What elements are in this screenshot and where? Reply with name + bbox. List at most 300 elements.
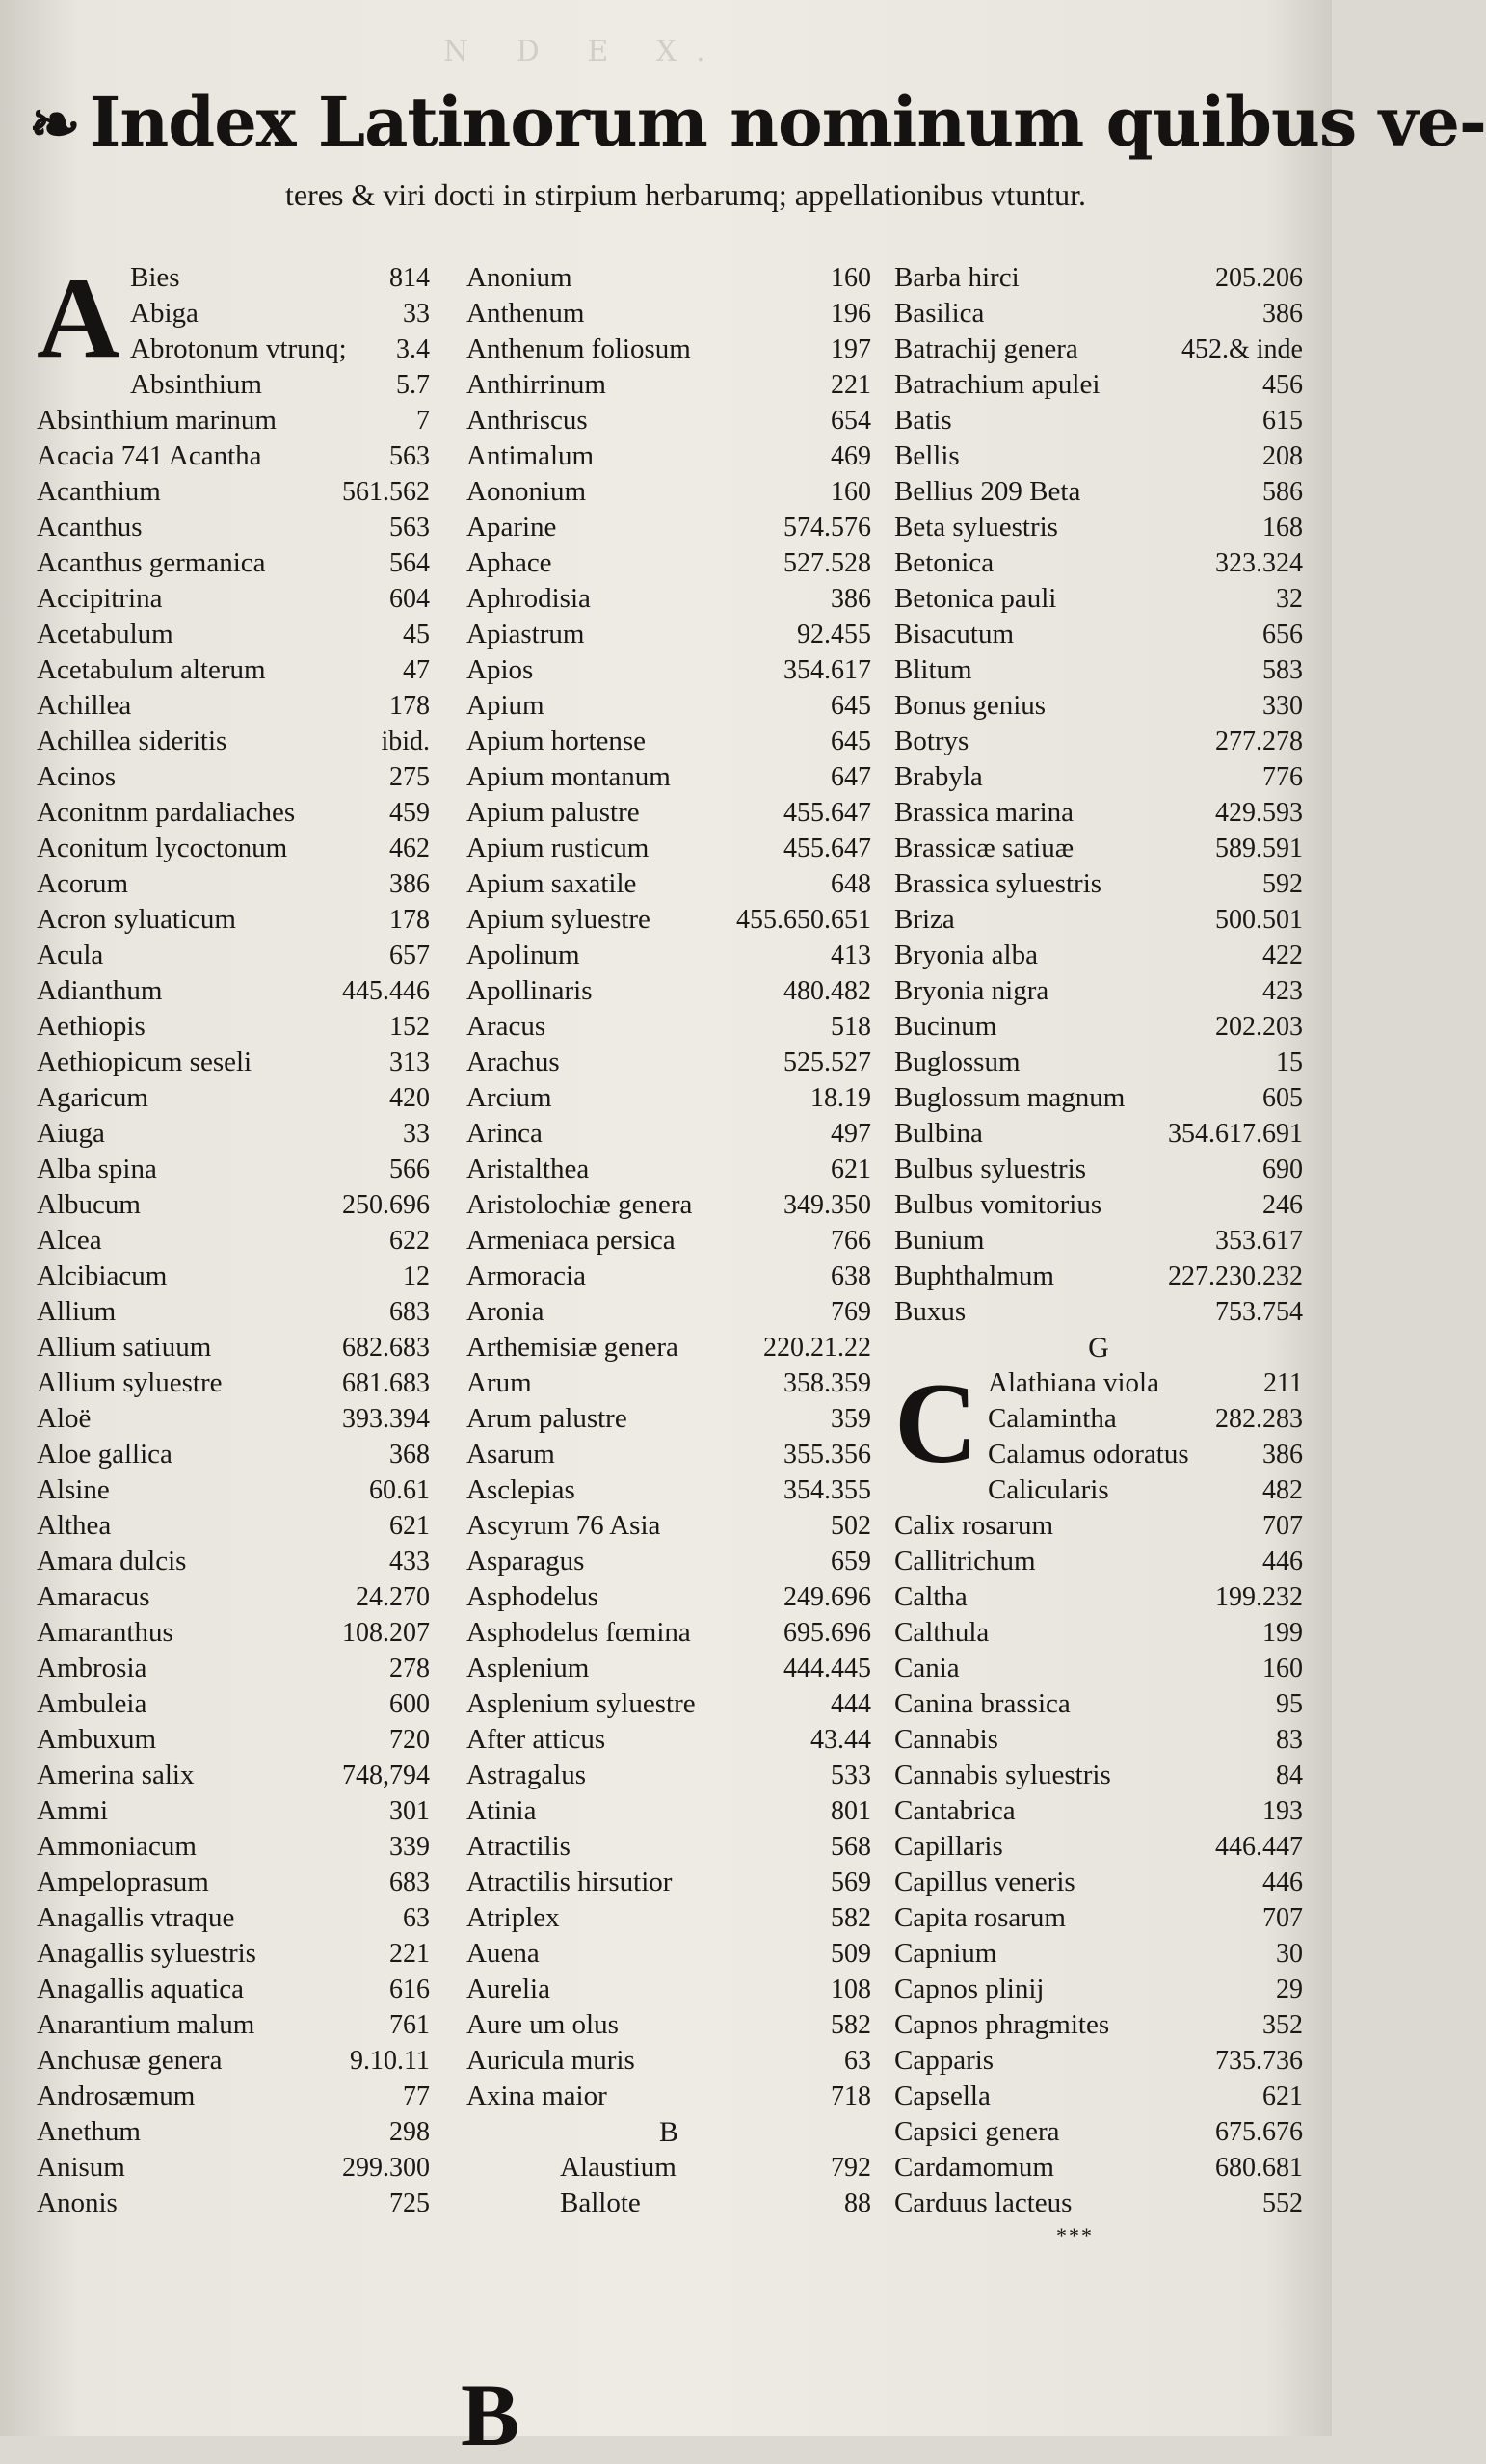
entry-page-ref: 60.61 [369,1475,430,1505]
entry-page-ref: 509 [831,1939,871,1969]
index-entry [894,1401,1303,1437]
index-entry [466,438,871,474]
index-entry [466,1615,871,1651]
entry-page-ref: 497 [831,1119,871,1149]
index-entry [37,938,430,973]
index-entry [37,2114,430,2150]
entry-page-ref: 160 [831,263,871,293]
entry-term: Asphodelus [466,1581,598,1612]
index-entry [894,795,1303,831]
entry-term: Amaranthus [37,1617,173,1648]
entry-term: Aurelia [466,1974,550,2004]
entry-term: G [1088,1332,1109,1364]
entry-page-ref: 444 [831,1689,871,1719]
index-entry [466,1472,871,1508]
index-entry [894,724,1303,759]
entry-page-ref: 168 [1262,513,1303,543]
entry-page-ref: 108 [831,1974,871,2004]
entry-term: Alcea [37,1225,102,1256]
entry-page-ref: 621 [389,1511,430,1541]
index-entry [37,1793,430,1829]
index-entry [466,581,871,617]
entry-term: Arum palustre [466,1403,627,1434]
index-entry [466,1365,871,1401]
index-entry [466,831,871,866]
index-entry [466,1544,871,1579]
entry-term: Achillea sideritis [37,726,227,756]
index-entry [466,296,871,331]
entry-page-ref: 582 [831,2010,871,2040]
entry-term: Aethiopicum seseli [37,1047,252,1077]
index-entry [894,2150,1303,2186]
index-entry [894,1045,1303,1080]
entry-page-ref: 446 [1262,1547,1303,1576]
index-entry [466,795,871,831]
entry-page-ref: 299.300 [342,2153,430,2183]
entry-term: B [658,2116,678,2148]
index-entry [894,2043,1303,2079]
entry-page-ref: 720 [389,1725,430,1755]
entry-page-ref: 339 [389,1832,430,1862]
entry-page-ref: 656 [1262,620,1303,649]
entry-page-ref: 349.350 [783,1190,871,1220]
entry-term: Aristolochiæ genera [466,1189,693,1220]
index-entry [466,1080,871,1116]
index-entry [37,438,430,474]
entry-page-ref: 43.44 [810,1725,871,1755]
index-entry [894,1829,1303,1865]
entry-term: Allium syluestre [37,1367,223,1398]
entry-term: Canina brassica [894,1688,1071,1719]
index-entry [894,1686,1303,1722]
entry-page-ref: 84 [1276,1761,1303,1790]
index-entry [894,1758,1303,1793]
index-entry [37,1294,430,1330]
entry-page-ref: 205.206 [1215,263,1303,293]
entry-term: Alba spina [37,1153,157,1184]
index-entry [37,474,430,510]
index-entry [894,1258,1303,1294]
entry-term: Atinia [466,1795,537,1826]
entry-term: Apium montanum [466,761,671,792]
index-entry [37,1045,430,1080]
entry-term: Ampeloprasum [37,1867,209,1897]
entry-page-ref: 502 [831,1511,871,1541]
index-entry [894,296,1303,331]
entry-page-ref: 221 [389,1939,430,1969]
index-entry [37,831,430,866]
entry-term: Buxus [894,1296,967,1327]
index-entry [37,1936,430,1972]
index-entry [37,1900,430,1936]
entry-term: Amara dulcis [37,1546,187,1576]
entry-term: Anonis [37,2187,118,2218]
entry-page-ref: 616 [389,1974,430,2004]
index-entry [37,1722,430,1758]
entry-term: Capillaris [894,1831,1003,1862]
index-entry [466,1009,871,1045]
entry-term: Buphthalmum [894,1260,1054,1291]
entry-page-ref: 681.683 [342,1368,430,1398]
entry-page-ref: 615 [1262,406,1303,436]
index-entry [894,973,1303,1009]
entry-term: Bucinum [894,1011,997,1042]
index-entry [894,1294,1303,1330]
entry-term: Ammoniacum [37,1831,197,1862]
entry-page-ref: 452.& inde [1181,334,1303,364]
entry-term: Acron syluaticum [37,904,236,935]
entry-term: Bellius 209 Beta [894,476,1081,507]
index-entry [466,652,871,688]
index-column-2 [461,260,871,2464]
entry-page-ref: 586 [1262,477,1303,507]
entry-page-ref: 801 [831,1796,871,1826]
entry-page-ref: 160 [1262,1654,1303,1683]
index-entry [37,331,430,367]
entry-term: Adianthum [37,975,163,1006]
entry-page-ref: 718 [831,2081,871,2111]
entry-term: Brabyla [894,761,983,792]
entry-page-ref: 15 [1276,1047,1303,1077]
entry-term: Caltha [894,1581,968,1612]
catchword-ornament: *** [1056,2223,1094,2247]
index-entry [37,973,430,1009]
entry-page-ref: 282.283 [1215,1404,1303,1434]
index-entry [894,331,1303,367]
entry-term: Anagallis vtraque [37,1902,235,1933]
entry-page-ref: 160 [831,477,871,507]
entry-term: After atticus [466,1724,606,1755]
entry-page-ref: 753.754 [1215,1297,1303,1327]
entry-page-ref: 178 [389,691,430,721]
drop-cap-b: B [461,2366,520,2464]
index-entry [37,2079,430,2114]
index-entry [37,1401,430,1437]
index-column-1 [37,253,430,2221]
entry-page-ref: 462 [389,834,430,863]
entry-term: Blitum [894,654,972,685]
entry-term: Agaricum [37,1082,148,1113]
index-entry [894,1152,1303,1187]
index-entry [466,2186,871,2221]
entry-page-ref: 30 [1276,1939,1303,1969]
index-entry [37,1330,430,1365]
entry-page-ref: 413 [831,941,871,970]
index-entry [894,1472,1303,1508]
index-entry [894,1223,1303,1258]
index-entry [37,688,430,724]
index-entry [37,1865,430,1900]
index-entry [37,510,430,545]
entry-page-ref: 604 [389,584,430,614]
entry-page-ref: 199 [1262,1618,1303,1648]
index-entry [466,2079,871,2114]
entry-page-ref: 459 [389,798,430,828]
entry-term: Aloe gallica [37,1439,172,1470]
index-entry [894,617,1303,652]
entry-term: Asclepias [466,1474,575,1505]
entry-page-ref: 354.355 [783,1475,871,1505]
entry-page-ref: 445.446 [342,976,430,1006]
entry-page-ref: 648 [831,869,871,899]
entry-page-ref: 352 [1262,2010,1303,2040]
entry-page-ref: 18.19 [810,1083,871,1113]
index-entry [466,1258,871,1294]
entry-page-ref: 659 [831,1547,871,1576]
index-entry [466,1972,871,2007]
index-entry [37,2186,430,2221]
index-entry [894,1187,1303,1223]
entry-page-ref: 769 [831,1297,871,1327]
entry-page-ref: 358.359 [783,1368,871,1398]
index-entry [466,367,871,403]
entry-page-ref: 199.232 [1215,1582,1303,1612]
entry-page-ref: 518 [831,1012,871,1042]
entry-term: Calamintha [988,1403,1117,1434]
index-entry [894,938,1303,973]
index-entry [37,1972,430,2007]
entry-page-ref: 500.501 [1215,905,1303,935]
entry-term: Ballote [560,2187,641,2218]
index-entry [466,724,871,759]
entry-term: Acetabulum [37,619,173,649]
entry-page-ref: 250.696 [342,1190,430,1220]
entry-term: Abrotonum vtrunq; [130,333,347,364]
entry-term: Anthenum [466,298,585,329]
entry-term: Bulbus syluestris [894,1153,1086,1184]
entry-term: Cardamomum [894,2152,1054,2183]
entry-page-ref: 29 [1276,1974,1303,2004]
index-entry [37,652,430,688]
entry-term: Apium syluestre [466,904,650,935]
entry-term: Apium saxatile [466,868,637,899]
entry-term: Acetabulum alterum [37,654,266,685]
entry-page-ref: 9.10.11 [350,2046,430,2076]
entry-term: Capnium [894,1938,997,1969]
entry-term: Acinos [37,761,117,792]
index-entry [466,2043,871,2079]
entry-page-ref: 197 [831,334,871,364]
entry-term: Bryonia nigra [894,975,1049,1006]
entry-term: Apios [466,654,534,685]
index-entry [37,260,430,296]
entry-term: Batrachium apulei [894,369,1101,400]
entry-page-ref: 583 [1262,655,1303,685]
entry-page-ref: ibid. [381,727,430,756]
entry-page-ref: 527.528 [783,548,871,578]
drop-cap-c: C [894,1359,978,1487]
index-entry [894,474,1303,510]
index-entry [894,581,1303,617]
index-entry [466,331,871,367]
entry-page-ref: 446.447 [1215,1832,1303,1862]
index-entry [894,1116,1303,1152]
index-entry [466,1651,871,1686]
index-entry [894,2079,1303,2114]
entry-term: Ambuleia [37,1688,147,1719]
entry-term: Cannabis syluestris [894,1760,1111,1790]
section-letter [466,2114,871,2150]
entry-term: Asplenium [466,1653,590,1683]
drop-cap-a: A [37,253,120,382]
entry-page-ref: 456 [1262,370,1303,400]
entry-page-ref: 354.617 [783,655,871,685]
entry-page-ref: 561.562 [342,477,430,507]
entry-term: Betonica pauli [894,583,1057,614]
entry-page-ref: 621 [1262,2081,1303,2111]
section-letter [894,1330,1303,1365]
entry-page-ref: 574.576 [783,513,871,543]
entry-term: Bonus genius [894,690,1047,721]
index-entry [37,1615,430,1651]
entry-term: Botrys [894,726,969,756]
index-entry [894,1865,1303,1900]
entry-term: Aconitnm pardaliaches [37,797,296,828]
entry-term: Briza [894,904,955,935]
index-entry [37,367,430,403]
entry-page-ref: 690 [1262,1154,1303,1184]
entry-term: Apium [466,690,544,721]
entry-term: Capsici genera [894,2116,1060,2147]
entry-term: Apiastrum [466,619,585,649]
entry-page-ref: 330 [1262,691,1303,721]
entry-page-ref: 455.647 [783,798,871,828]
index-entry [466,1900,871,1936]
index-entry [894,1936,1303,1972]
entry-page-ref: 63 [403,1903,430,1933]
entry-term: Asparagus [466,1546,585,1576]
index-entry [466,545,871,581]
entry-term: Acanthus germanica [37,547,266,578]
entry-page-ref: 368 [389,1440,430,1470]
entry-term: Aure um olus [466,2009,619,2040]
index-entry [894,1080,1303,1116]
index-entry [894,403,1303,438]
index-entry [37,1116,430,1152]
index-entry [466,1437,871,1472]
entry-page-ref: 32 [1276,584,1303,614]
entry-term: Androsæmum [37,2080,196,2111]
index-entry [37,581,430,617]
entry-page-ref: 386 [389,869,430,899]
index-entry [894,1651,1303,1686]
index-entry [37,1152,430,1187]
entry-page-ref: 211 [1263,1368,1303,1398]
entry-term: Calix rosarum [894,1510,1054,1541]
entry-page-ref: 552 [1262,2188,1303,2218]
entry-term: Ambuxum [37,1724,157,1755]
index-entry [894,688,1303,724]
entry-page-ref: 353.617 [1215,1226,1303,1256]
entry-page-ref: 600 [389,1689,430,1719]
index-entry [894,1900,1303,1936]
index-entry [466,1508,871,1544]
entry-term: Auena [466,1938,540,1969]
entry-page-ref: 386 [831,584,871,614]
entry-page-ref: 193 [1262,1796,1303,1826]
entry-page-ref: 152 [389,1012,430,1042]
entry-term: Calicularis [988,1474,1109,1505]
entry-term: Aphace [466,547,552,578]
index-entry [466,1223,871,1258]
entry-term: Amaracus [37,1581,150,1612]
index-entry [466,1793,871,1829]
index-entry [894,866,1303,902]
entry-term: Aononium [466,476,587,507]
index-entry [466,1187,871,1223]
entry-page-ref: 196 [831,299,871,329]
entry-page-ref: 605 [1262,1083,1303,1113]
index-entry [37,2150,430,2186]
entry-term: Apolinum [466,940,580,970]
entry-page-ref: 249.696 [783,1582,871,1612]
entry-term: Betonica [894,547,995,578]
entry-page-ref: 748,794 [342,1761,430,1790]
index-entry [37,1223,430,1258]
entry-page-ref: 386 [1262,299,1303,329]
entry-page-ref: 683 [389,1868,430,1897]
index-entry [37,1829,430,1865]
index-entry [466,2007,871,2043]
entry-term: Bellis [894,440,960,471]
entry-term: Arinca [466,1118,543,1149]
index-entry [894,1508,1303,1544]
index-entry [37,1009,430,1045]
entry-term: Calthula [894,1617,990,1648]
entry-term: Acacia 741 Acantha [37,440,262,471]
entry-term: Bulbina [894,1118,983,1149]
entry-term: Amerina salix [37,1760,195,1790]
index-entry [894,902,1303,938]
index-entry [37,724,430,759]
entry-page-ref: 707 [1262,1903,1303,1933]
entry-term: Acula [37,940,104,970]
entry-page-ref: 277.278 [1215,727,1303,756]
index-entry [894,438,1303,474]
entry-page-ref: 24.270 [356,1582,430,1612]
index-entry [894,1615,1303,1651]
index-entry [37,866,430,902]
entry-term: Calamus odoratus [988,1439,1189,1470]
entry-term: Bies [130,262,180,293]
entry-term: Barba hirci [894,262,1020,293]
entry-term: Anthirrinum [466,369,606,400]
entry-page-ref: 423 [1262,976,1303,1006]
entry-page-ref: 592 [1262,869,1303,899]
entry-term: Basilica [894,298,985,329]
entry-page-ref: 622 [389,1226,430,1256]
index-entry [466,866,871,902]
entry-term: Ammi [37,1795,109,1826]
entry-term: Bunium [894,1225,985,1256]
entry-page-ref: 393.394 [342,1404,430,1434]
entry-page-ref: 645 [831,727,871,756]
entry-page-ref: 275 [389,762,430,792]
entry-term: Acanthium [37,476,161,507]
entry-page-ref: 47 [403,655,430,685]
entry-term: Asplenium syluestre [466,1688,696,1719]
index-entry [37,1187,430,1223]
entry-page-ref: 680.681 [1215,2153,1303,2183]
index-entry [466,938,871,973]
entry-page-ref: 469 [831,441,871,471]
entry-page-ref: 420 [389,1083,430,1113]
fleuron-ornament-icon: ❧ [29,89,80,161]
entry-term: Arum [466,1367,532,1398]
entry-term: Cannabis [894,1724,998,1755]
entry-page-ref: 761 [389,2010,430,2040]
entry-page-ref: 246 [1262,1190,1303,1220]
